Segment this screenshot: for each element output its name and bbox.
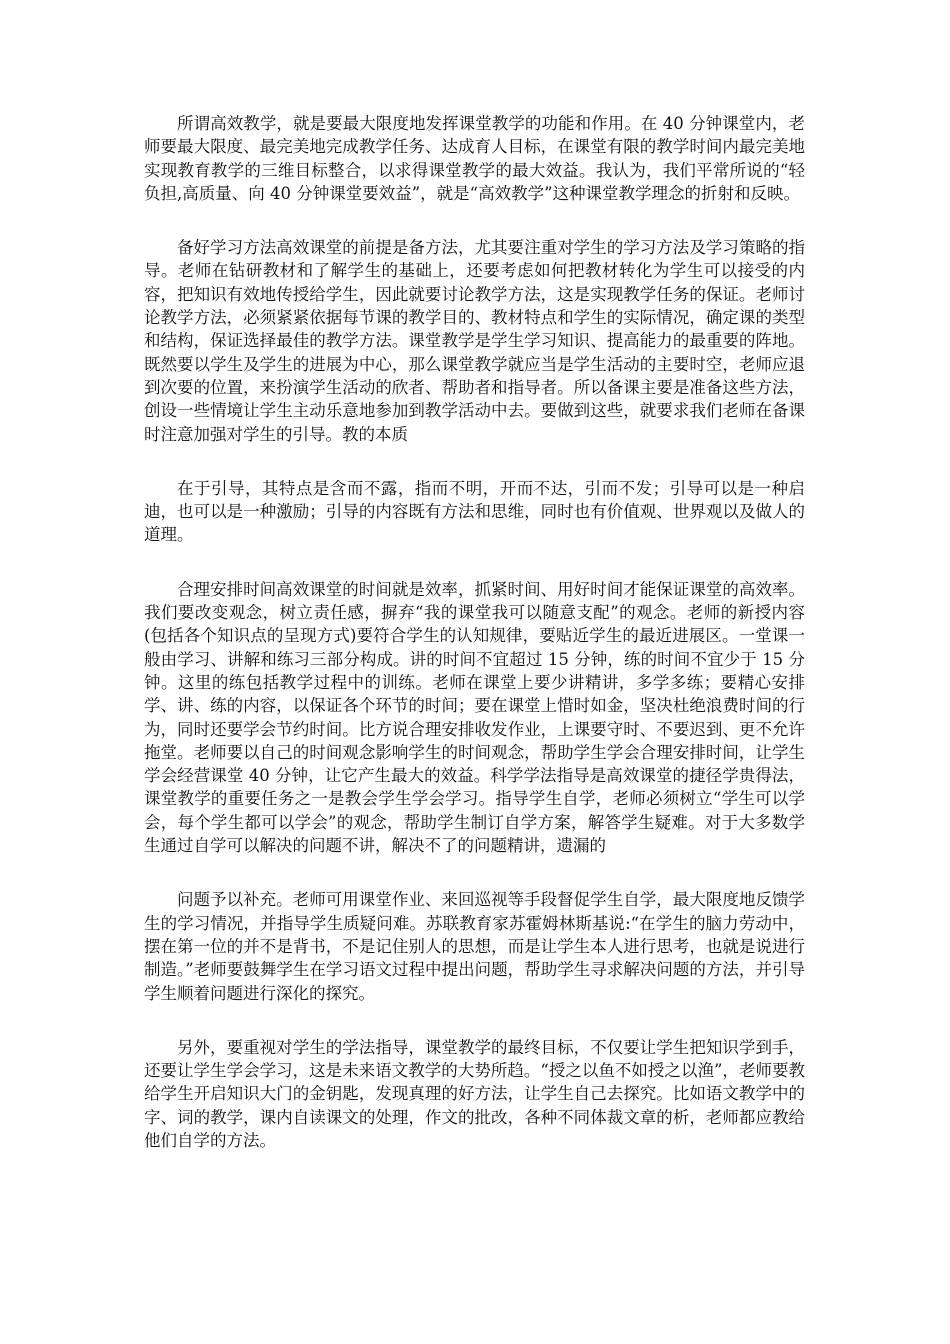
- paragraph-5: 问题予以补充。老师可用课堂作业、来回巡视等手段督促学生自学，最大限度地反馈学生的学习情况，并指导学生质疑问难。苏联教育家苏霍姆林斯基说:“在学生的脑力劳动中，摆在第一位的并不是背书，不是记住别人的思想，而是让学生本人进行思考，也就是说进行制造。”老师要鼓舞学生在学习语文过程中提出问题，帮助学生寻求解决问题的方法，并引导学生顺着问题进行深化的探究。: [144, 890, 805, 1003]
- paragraph-3: 在于引导，其特点是含而不露，指而不明，开而不达，引而不发；引导可以是一种启迪，也可以是一种激励；引导的内容既有方法和思维，同时也有价值观、世界观以及做人的道理。: [144, 478, 805, 545]
- paragraph-1: 所谓高效教学，就是要最大限度地发挥课堂教学的功能和作用。在 40 分钟课堂内，老师要最大限度、最完美地完成教学任务、达成育人目标，在课堂有限的教学时间内最完美地实现教育教学的三维目标整合，以求得课堂教学的最大效益。我认为，我们平常所说的“轻负担,高质量、向 40 分钟课堂要效益”，就是“高效教学”这种课堂教学理念的折射和反映。: [144, 114, 805, 203]
- paragraph-4: 合理安排时间高效课堂的时间就是效率，抓紧时间、用好时间才能保证课堂的高效率。我们要改变观念，树立责任感，摒弃“我的课堂我可以随意支配”的观念。老师的新授内容(包括各个知识点的呈现方式)要符合学生的认知规律，要贴近学生的最近进展区。一堂课一般由学习、讲解和练习三部分构成。讲的时间不宜超过 15 分钟，练的时间不宜少于 15 分钟。这里的练包括教学过程中的训练。老师在课堂上要少讲精讲，多学多练；要精心安排学、讲、练的内容，以保证各个环节的时间；要在课堂上惜时如金，坚决杜绝浪费时间的行为，同时还要学会节约时间。比方说合理安排收发作业，上课要守时、不要迟到、更不允许拖堂。老师要以自己的时间观念影响学生的时间观念，帮助学生学会合理安排时间，让学生学会经营课堂 40 分钟，让它产生最大的效益。科学学法指导是高效课堂的捷径学贵得法，课堂教学的重要任务之一是教会学生学会学习。指导学生自学，老师必须树立“学生可以学会，每个学生都可以学会”的观念，帮助学生制订自学方案，解答学生疑难。对于大多数学生通过自学可以解决的问题不讲，解决不了的问题精讲，遗漏的: [144, 579, 805, 856]
- paragraph-6: 另外，要重视对学生的学法指导，课堂教学的最终目标，不仅要让学生把知识学到手，还要让学生学会学习，这是未来语文教学的大势所趋。“授之以鱼不如授之以渔”，老师要教给学生开启知识大门的金钥匙，发现真理的好方法，让学生自己去探究。比如语文教学中的字、词的教学，课内自读课文的处理，作文的批改，各种不同体裁文章的析，老师都应教给他们自学的方法。: [144, 1037, 805, 1150]
- paragraph-2: 备好学习方法高效课堂的前提是备方法，尤其要注重对学生的学习方法及学习策略的指导。老师在钻研教材和了解学生的基础上，还要考虑如何把教材转化为学生可以接受的内容，把知识有效地传授给学生，因此就要讨论教学方法，这是实现教学任务的保证。老师讨论教学方法，必须紧紧依据每节课的教学目的、教材特点和学生的实际情况，确定课的类型和结构，保证选择最佳的教学方法。课堂教学是学生学习知识、提高能力的最重要的阵地。既然要以学生及学生的进展为中心，那么课堂教学就应当是学生活动的主要时空，老师应退到次要的位置，来扮演学生活动的欣者、帮助者和指导者。所以备课主要是准备这些方法，创设一些情境让学生主动乐意地参加到教学活动中去。要做到这些，就要求我们老师在备课时注意加强对学生的引导。教的本质: [144, 238, 805, 444]
- document-body: [144, 112, 805, 1152]
